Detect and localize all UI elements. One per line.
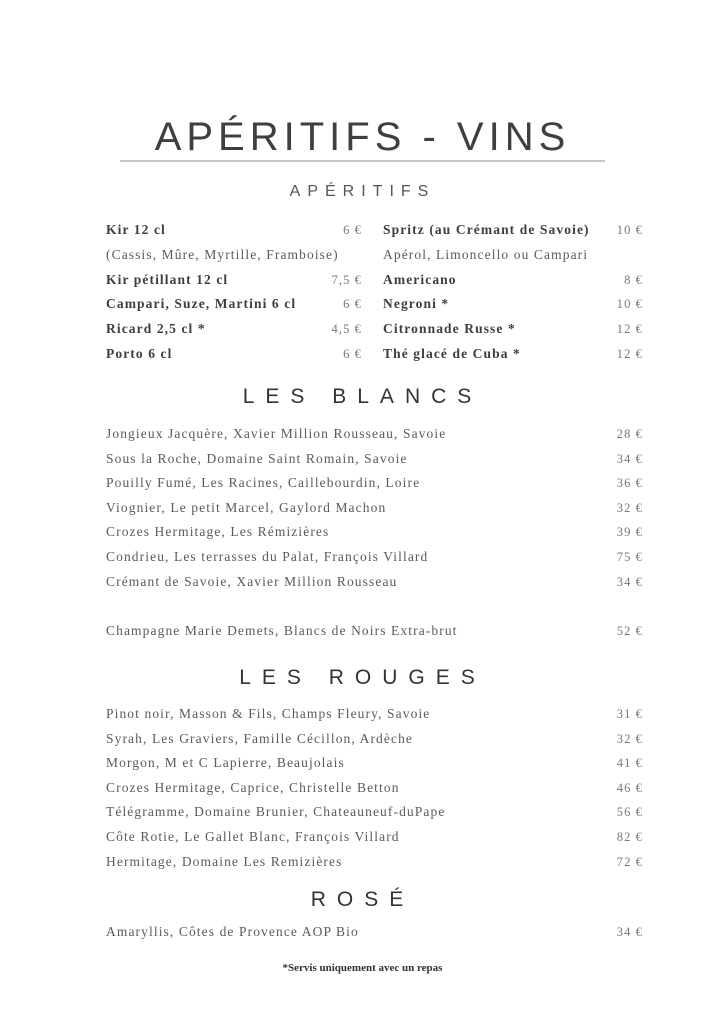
item-name: Sous la Roche, Domaine Saint Romain, Savoie [106,450,408,466]
item-price: 56 € [616,805,643,820]
item-price: 41 € [616,756,643,771]
item-name: Ricard 2,5 cl * [106,321,206,337]
item-name: Thé glacé de Cuba * [383,346,521,361]
item-name: Syrah, Les Graviers, Famille Cécillon, Ardèche [106,730,414,746]
item-name: Hermitage, Domaine Les Remizières [106,853,343,869]
menu-item [106,852,643,872]
item-price: 72 € [616,854,643,869]
item-name: Côte Rotie, Le Gallet Blanc, François Villard [106,829,400,844]
item-name: Morgon, M et C Lapierre, Beaujolais [106,755,345,771]
item-name: Kir pétillant 12 cl [106,271,229,287]
item-price: 34 € [616,925,643,939]
menu-item [106,778,643,798]
menu-item [106,704,643,724]
item-name: Americano [383,271,457,287]
item-price: 12 € [616,322,643,337]
item-name: Champagne Marie Demets, Blancs de Noirs Extra-brut [106,623,458,638]
item-price: 31 € [616,707,643,721]
menu-item [106,729,643,749]
item-price: 7,5 € [331,272,362,287]
menu-item [106,522,643,542]
item-price: 6 € [343,297,362,312]
menu-item [383,245,643,265]
item-price: 32 € [616,731,643,746]
item-name: Apérol, Limoncello ou Campari [383,246,589,262]
item-name: Kir 12 cl [106,222,166,237]
item-name: Pouilly Fumé, Les Racines, Caillebourdin, Loire [106,475,421,491]
item-name: Crozes Hermitage, Caprice, Christelle Betton [106,779,400,795]
item-price: 32 € [616,500,643,515]
menu-item [106,245,362,265]
item-price: 39 € [616,525,643,540]
item-name: Jongieux Jacquère, Xavier Million Rousseau, Savoie [106,426,447,441]
menu-item [106,498,643,518]
item-price: 6 € [343,347,362,361]
menu-item [106,547,643,567]
item-name: Condrieu, Les terrasses du Palat, François Villard [106,549,429,564]
item-name: Viognier, Le petit Marcel, Gaylord Machon [106,499,387,515]
heading-rouges: LES ROUGES [239,666,486,689]
item-name: Porto 6 cl [106,346,173,361]
item-name: Amaryllis, Côtes de Provence AOP Bio [106,924,359,939]
menu-item [106,424,643,444]
item-price: 4,5 € [331,322,362,337]
menu-item [106,319,362,339]
menu-item [106,572,643,592]
item-name: Crozes Hermitage, Les Rémizières [106,524,330,540]
item-price: 82 € [616,830,643,844]
item-name: (Cassis, Mûre, Myrtille, Framboise) [106,246,339,262]
item-price: 34 € [616,451,643,466]
item-price: 46 € [616,780,643,795]
menu-item [106,621,643,641]
footnote: *Servis uniquement avec un repas [282,962,443,974]
menu-item [106,344,362,364]
item-name: Citronnade Russe * [383,321,516,337]
item-price: 8 € [624,272,643,287]
item-price: 75 € [616,550,643,564]
divider [120,160,605,162]
item-price: 6 € [343,223,362,237]
heading-blancs: LES BLANCS [242,385,483,408]
menu-item [106,449,643,469]
menu-item [106,827,643,847]
item-price: 10 € [616,223,643,237]
menu-item [106,802,643,822]
menu-item [383,344,643,364]
menu-item [106,294,362,314]
item-name: Crémant de Savoie, Xavier Million Rousseau [106,573,398,589]
heading-rose: ROSÉ [310,888,415,911]
menu-item [106,473,643,493]
menu-item [383,270,643,290]
menu-item [383,294,643,314]
item-price: 34 € [616,574,643,589]
item-price: 12 € [616,347,643,361]
menu-item [106,753,643,773]
page-title: APÉRITIFS - VINS [154,114,571,159]
item-name: Spritz (au Crémant de Savoie) [383,222,590,237]
menu-item [106,220,362,240]
menu-item [106,922,643,942]
item-name: Télégramme, Domaine Brunier, Chateauneuf-duPape [106,804,446,820]
item-price: 28 € [616,427,643,441]
item-name: Pinot noir, Masson & Fils, Champs Fleury, Savoie [106,706,431,721]
item-name: Negroni * [383,296,450,312]
menu-item [383,220,643,240]
menu-item [383,319,643,339]
item-price: 10 € [616,297,643,312]
heading-aperitifs: APÉRITIFS [289,183,436,200]
item-price: 52 € [616,624,643,638]
item-price: 36 € [616,476,643,491]
item-name: Campari, Suze, Martini 6 cl [106,296,297,312]
menu-item [106,270,362,290]
